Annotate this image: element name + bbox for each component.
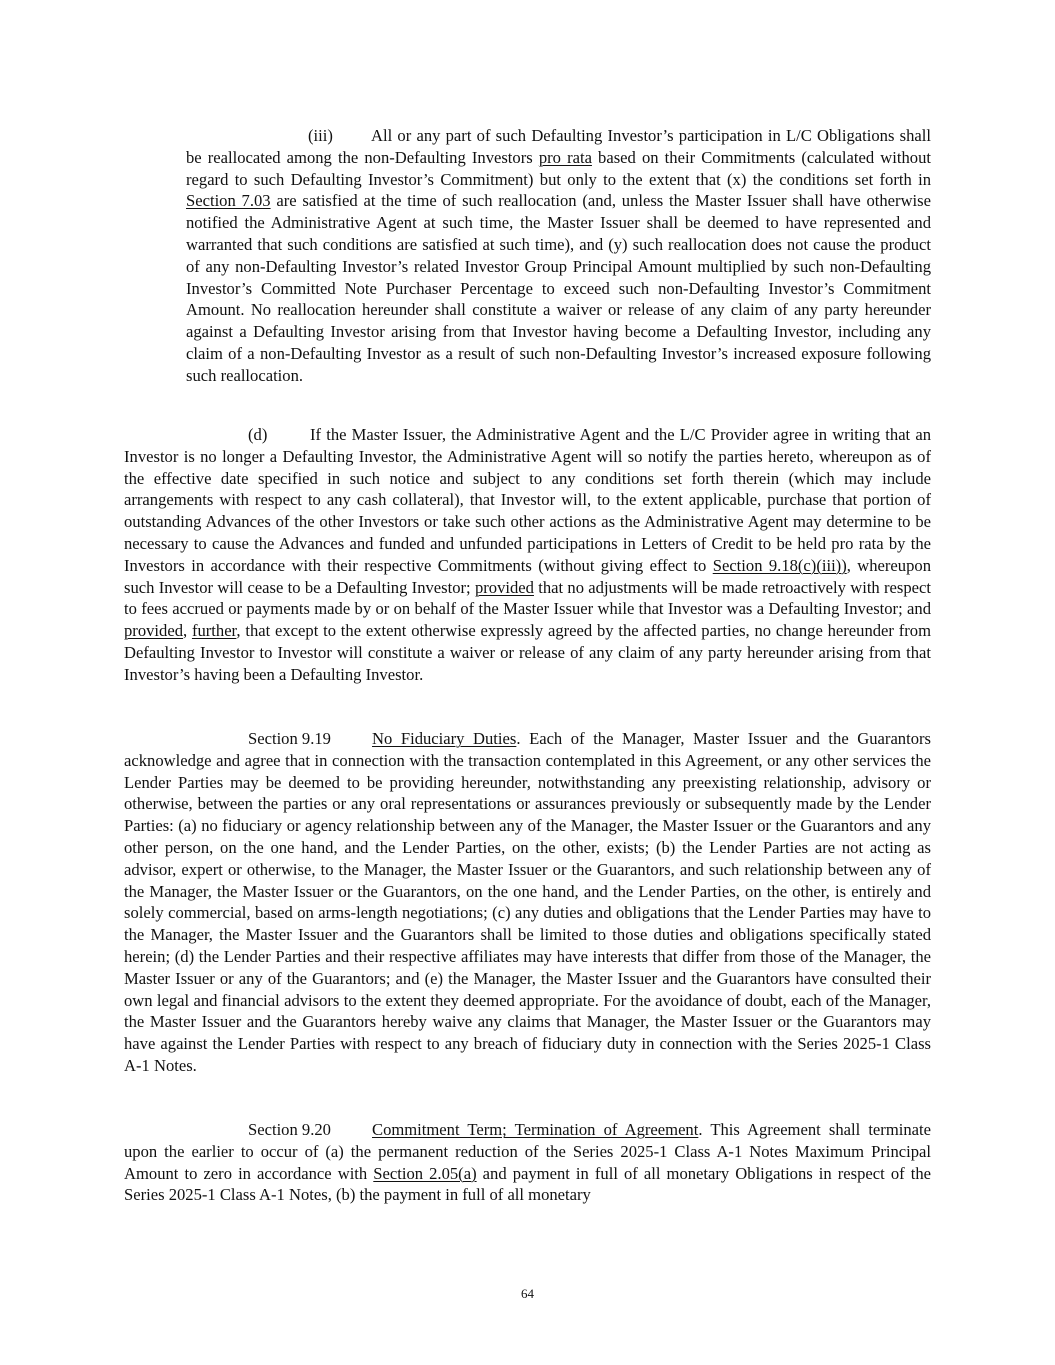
paragraph-text: , <box>183 621 192 641</box>
underlined-term: pro rata <box>538 147 592 167</box>
paragraph-text: . Each of the Manager, Master Issuer and the Guarantors acknowledge and agree that in connection with the transaction contemplated in this Agreement, or any other services the Lender Parties may be deemed to be providing hereunder, notwithstanding any preexisting relationship, advisory or otherwise, between the parties or any oral representations or assurances previously or subsequently made by the Lender Parties: (a) no fiduciary or agency relationship between any of the Manager, the Master Issuer or the Guarantors and any other person, on the one hand, and the Lender Parties, on the other, exists; (b) the Lender Parties are not acting as advisor, expert or otherwise, to the Manager, the Master Issuer or the Guarantors, and such relationship between any of the Manager, the Master Issuer or the Guarantors, on the one hand, and the Lender Parties, on the other, is entirely and solely commercial, based on arms-length negotiations; (c) any duties and obligations that the Lender Parties may have to the Manager, the Master Issuer and the Guarantors shall be limited to those duties and obligations specifically stated herein; (d) the Lender Parties and their respective affiliates may have interests that differ from those of the Manager, the Master Issuer or any of the Guarantors; and (e) the Manager, the Master Issuer and the Guarantors have consulted their own legal and financial advisors to the extent they deemed appropriate. For the avoidance of doubt, each of the Manager, the Master Issuer and the Guarantors hereby waive any claims that Manager, the Master Issuer or the Guarantors may have against the Lender Parties with respect to any breach of fiduciary duty in connection with the Series 2025-1 Class A-1 Notes. <box>124 729 931 1075</box>
section-reference: Section 2.05(a) <box>373 1163 477 1183</box>
paragraph-iii <box>186 125 931 387</box>
section-number: Section 9.20 <box>248 1120 331 1139</box>
page-number: 64 <box>521 1286 534 1301</box>
section-9-20 <box>124 1119 931 1206</box>
section-heading: Commitment Term; Termination of Agreement <box>372 1120 699 1139</box>
paragraph-text: If the Master Issuer, the Administrative Agent and the L/C Provider agree in writing that an Investor is no longer a Defaulting Investor, the Administrative Agent will so notify the parties hereto, whereupon as of the effective date specified in such notice and subject to any conditions set forth therein (which may include arrangements with respect to any cash collateral), that Investor will, to the extent applicable, purchase that portion of outstanding Advances of the other Investors or take such other actions as the Administrative Agent may determine to be necessary to cause the Advances and funded and unfunded participations in Letters of Credit to be held pro rata by the Investors in accordance with their respective Commitments (without giving effect to <box>124 425 931 575</box>
section-heading: No Fiduciary Duties <box>372 729 517 748</box>
paragraph-text: that no adjustments will be made retroactively with respect to fees accrued or payments made by or on behalf of the Master Issuer while that Investor was a Defaulting Investor; and <box>124 577 931 619</box>
section-reference: Section 7.03 <box>186 191 271 211</box>
section-9-19 <box>124 728 931 1077</box>
paragraph-text: All or any part of such Defaulting Investor’s participation in L/C Obligations shall be reallocated among the non-Defaulting Investors <box>186 126 931 167</box>
underlined-term: further <box>191 621 237 641</box>
paragraph-number: (iii) <box>308 126 333 145</box>
underlined-term: provided <box>124 621 183 641</box>
paragraph-text: and payment in full of all monetary Obligations in respect of the Series 2025-1 Class A-1 Notes, (b) the payment in full of all monetary <box>124 1163 931 1205</box>
paragraph-d <box>124 424 931 686</box>
underlined-term: provided <box>474 577 534 597</box>
paragraph-text: are satisfied at the time of such reallocation (and, unless the Master Issuer shall have otherwise notified the Administrative Agent at such time, the Master Issuer shall be deemed to have represented and warranted that such conditions are satisfied at such time), and (y) such reallocation does not cause the product of any non-Defaulting Investor’s related Investor Group Principal Amount multiplied by such non-Defaulting Investor’s Committed Note Purchaser Percentage to exceed such non-Defaulting Investor’s Commitment Amount. No reallocation hereunder shall constitute a waiver or release of any claim of any party hereunder against a Defaulting Investor arising from that Investor having become a Defaulting Investor, including any claim of a non-Defaulting Investor as a result of such non-Defaulting Investor’s increased exposure following such reallocation. <box>186 191 931 385</box>
paragraph-number: (d) <box>248 425 268 444</box>
paragraph-text: . This Agreement shall terminate upon the earlier to occur of (a) the permanent reduction of the Series 2025-1 Class A-1 Notes Maximum Principal Amount to zero in accordance with <box>124 1120 931 1183</box>
paragraph-text: based on their Commitments (calculated without regard to such Defaulting Investor’s Commitment) but only to the extent that (x) the conditions set forth in <box>186 147 931 189</box>
paragraph-text: , whereupon such Investor will cease to be a Defaulting Investor; <box>124 555 931 597</box>
section-reference: Section 9.18(c)(iii)) <box>712 555 847 575</box>
section-number: Section 9.19 <box>248 729 331 748</box>
paragraph-text: , that except to the extent otherwise expressly agreed by the affected parties, no change hereunder from Defaulting Investor to Investor will constitute a waiver or release of any claim of any party hereunder arising from that Investor’s having been a Defaulting Investor. <box>124 621 931 684</box>
